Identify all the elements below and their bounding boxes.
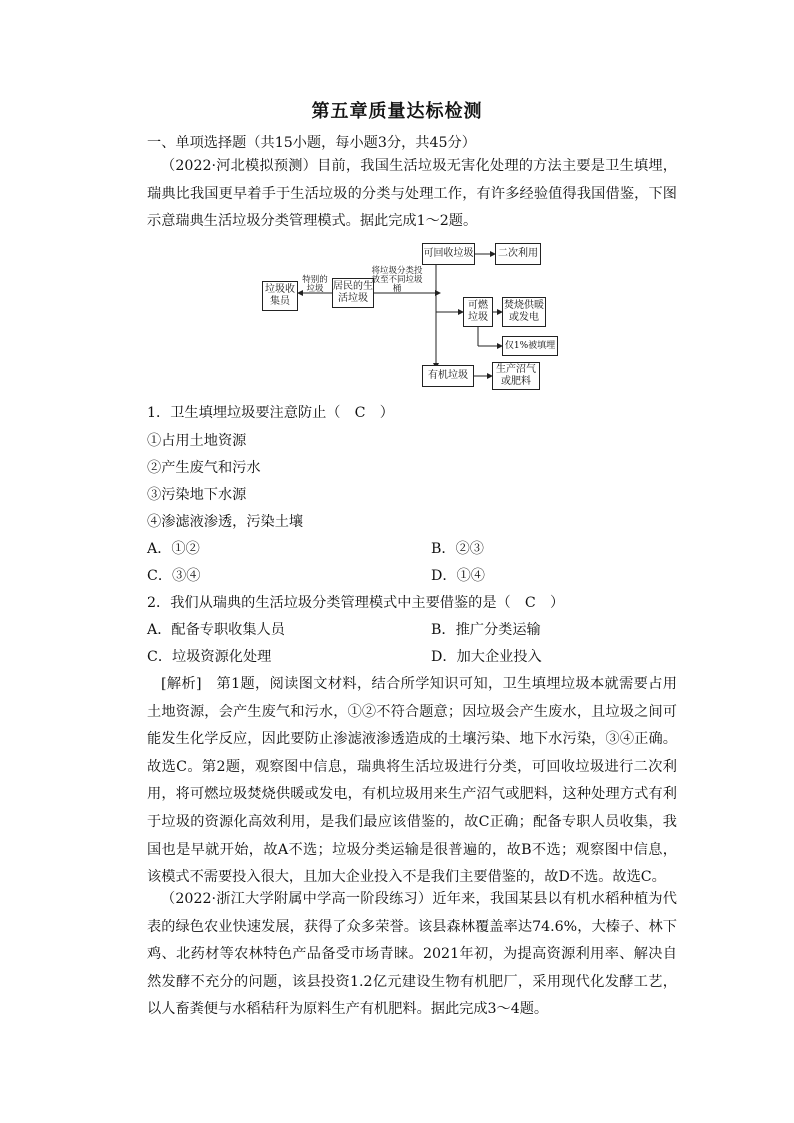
q2-option-d: D．加大企业投入 xyxy=(431,649,542,665)
page-title: 第五章质量达标检测 xyxy=(311,101,483,122)
q2-option-a: A．配备专职收集人员 xyxy=(147,622,285,638)
q1-option-d: D．①④ xyxy=(431,568,485,584)
box-combustible: 可燃垃圾 xyxy=(463,297,493,327)
q1-option-b: B．②③ xyxy=(431,541,484,557)
label-sorting: 将垃圾分类投放至不同垃圾桶 xyxy=(371,266,423,294)
box-household: 居民的生活垃圾 xyxy=(332,278,374,308)
label-special-waste: 特别的垃圾 xyxy=(302,275,328,294)
box-landfill: 仅1%被填埋 xyxy=(502,336,558,356)
box-burn: 焚烧供暖或发电 xyxy=(502,297,546,327)
box-reuse: 二次利用 xyxy=(495,243,541,265)
q1-item: ③污染地下水源 xyxy=(147,487,247,503)
q1-option-a: A．①② xyxy=(147,541,200,557)
analysis-paragraph: [解析] 第1题，阅读图文材料，结合所学知识可知，卫生填埋垃圾本就需要占用土地资源，会产生废气和污水，①②不符合题意；因垃圾会产生废水，且垃圾之间可能发生化学反应，因此要防止渗滤液渗透造成的土壤污染、地下水污染，③④正确。故选C。第2题，观察图中信息，瑞典将生活垃圾进行分类，可回收垃圾进行二次利用，将可燃垃圾焚烧供暖或发电，有机垃圾用来生产沼气或肥料，这种处理方式有利于垃圾的资源化高效利用，是我们最应该借鉴的，故C正确；配备专职人员收集，我国也是早就开始，故A不选；垃圾分类运输是很普遍的，故B不选；观察图中信息，该模式不需要投入很大，且加大企业投入不是我们主要借鉴的，故D不选。故选C。 xyxy=(147,676,677,886)
diagram-arrows xyxy=(0,0,794,420)
intro-paragraph-1: （2022·河北模拟预测）目前，我国生活垃圾无害化处理的方法主要是卫生填埋，瑞典比我国更早着手于生活垃圾的分类与处理工作，有许多经验值得我国借鉴，下图示意瑞典生活垃圾分类管理模式。据此完成1～2题。 xyxy=(147,158,677,230)
box-biogas: 生产沼气或肥料 xyxy=(492,362,540,390)
q1-item: ②产生废气和污水 xyxy=(147,460,261,476)
q1-option-c: C．③④ xyxy=(147,568,201,584)
box-collector: 垃圾收集员 xyxy=(262,281,298,311)
q2-stem: 2．我们从瑞典的生活垃圾分类管理模式中主要借鉴的是（ C ） xyxy=(147,595,565,611)
section-heading: 一、单项选择题（共15小题，每小题3分，共45分） xyxy=(147,135,476,151)
q1-item: ④渗滤液渗透，污染土壤 xyxy=(147,514,304,530)
box-organic: 有机垃圾 xyxy=(422,365,474,387)
q1-item: ①占用土地资源 xyxy=(147,433,247,449)
intro-paragraph-2: （2022·浙江大学附属中学高一阶段练习）近年来，我国某县以有机水稻种植为代表的绿色农业快速发展，获得了众多荣誉。该县森林覆盖率达74.6%，大榛子、林下鸡、北药材等农林特色产品备受市场青睐。2021年初，为提高资源利用率、解决自然发酵不充分的问题，该县投资1.2亿元建设生物有机肥厂，采用现代化发酵工艺，以人畜粪便与水稻秸秆为原料生产有机肥料。据此完成3～4题。 xyxy=(147,891,677,1018)
q1-stem: 1．卫生填埋垃圾要注意防止（ C ） xyxy=(147,405,394,421)
q2-option-c: C．垃圾资源化处理 xyxy=(147,649,272,665)
q2-option-b: B．推广分类运输 xyxy=(431,622,541,638)
box-recyclable: 可回收垃圾 xyxy=(422,243,475,265)
